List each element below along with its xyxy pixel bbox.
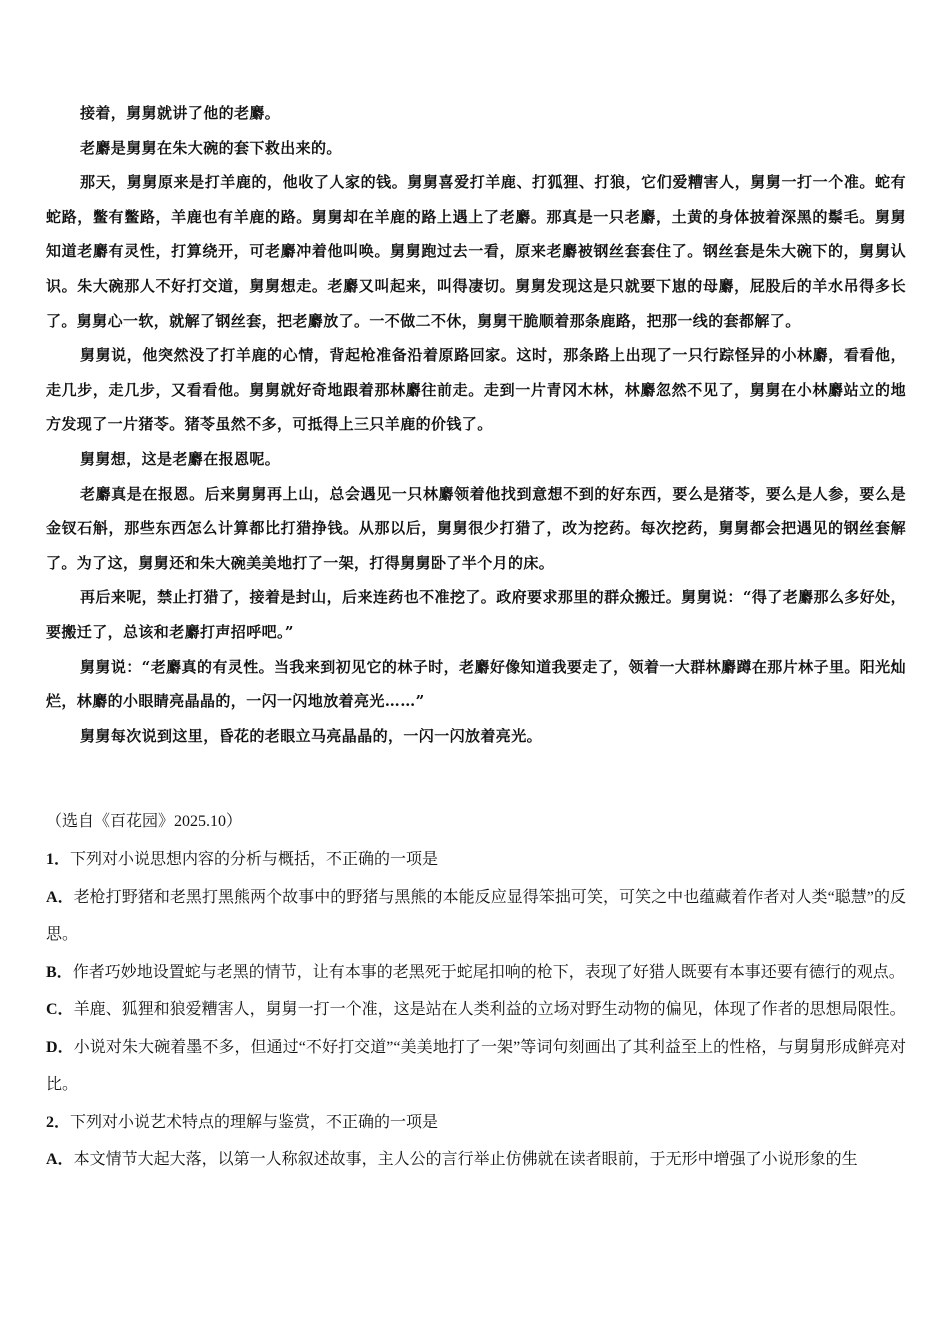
option-text: 作者巧妙地设置蛇与老黑的情节，让有本事的老黑死于蛇尾扣响的枪下，表现了好猎人既要有本事还要有德行的观点。 bbox=[72, 963, 905, 981]
story-paragraph: 接着，舅舅就讲了他的老麝。 bbox=[80, 104, 281, 122]
question-2-stem bbox=[46, 1104, 906, 1142]
option-key: A． bbox=[46, 888, 74, 906]
option-text: 本文情节大起大落，以第一人称叙述故事，主人公的言行举止仿佛就在读者眼前，于无形中增强了小说形象的生 bbox=[73, 1151, 858, 1168]
question-text: 下列对小说艺术特点的理解与鉴赏，不正确的一项是 bbox=[70, 1113, 439, 1131]
option-text: 小说对朱大碗着墨不多，但通过“不好打交道”“美美地打了一架”等词句刻画出了其利益至上的性格，与舅舅形成鲜亮对比。 bbox=[46, 1038, 906, 1093]
story-text bbox=[46, 96, 906, 753]
option-key: A． bbox=[46, 1151, 74, 1168]
story-paragraph: 舅舅说：“老麝真的有灵性。当我来到初见它的林子时，老麝好像知道我要走了，领着一大群林麝蹲在那片林子里。阳光灿烂，林麝的小眼睛亮晶晶的，一闪一闪地放着亮光……” bbox=[46, 657, 906, 711]
question-text: 下列对小说思想内容的分析与概括，不正确的一项是 bbox=[70, 851, 439, 868]
option-key: B． bbox=[46, 963, 73, 981]
story-paragraph: 那天，舅舅原来是打羊鹿的，他收了人家的钱。舅舅喜爱打羊鹿、打狐狸、打狼，它们爱糟害人，舅舅一打一个准。蛇有蛇路，鳖有鳖路，羊鹿也有羊鹿的路。舅舅却在羊鹿的路上遇上了老麝。那真是一只老麝，土黄的身体披着深黑的鬃毛。舅舅知道老麝有灵性，打算绕开，可老麝冲着他叫唤。舅舅跑过去一看，原来老麝被钢丝套套住了。钢丝套是朱大碗下的，舅舅认识。朱大碗那人不好打交道，舅舅想走。老麝又叫起来，叫得凄切。舅舅发现这是只就要下崽的母麝，屁股后的羊水吊得多长了。舅舅心一软，就解了钢丝套，把老麝放了。一不做二不休，舅舅干脆顺着那条鹿路，把那一线的套都解了。 bbox=[46, 173, 906, 330]
question-number: 1． bbox=[46, 851, 71, 868]
question-1-option-c bbox=[46, 991, 906, 1029]
story-paragraph: 舅舅说，他突然没了打羊鹿的心情，背起枪准备沿着原路回家。这时，那条路上出现了一只行踪怪异的小林麝，看看他，走几步，走几步，又看看他。舅舅就好奇地跟着那林麝往前走。走到一片青冈木林，林麝忽然不见了，舅舅在小林麝站立的地方发现了一片猪苓。猪苓虽然不多，可抵得上三只羊鹿的价钱了。 bbox=[46, 346, 906, 434]
question-number: 2． bbox=[46, 1113, 71, 1131]
option-text: 老枪打野猪和老黑打黑熊两个故事中的野猪与黑熊的本能反应显得笨拙可笑，可笑之中也蕴藏着作者对人类“聪慧”的反思。 bbox=[46, 888, 906, 943]
question-1-option-d bbox=[46, 1029, 906, 1104]
option-key: D． bbox=[46, 1038, 74, 1056]
story-paragraph: 舅舅每次说到这里，昏花的老眼立马亮晶晶的，一闪一闪放着亮光。 bbox=[80, 726, 543, 745]
story-paragraph: 老麝是舅舅在朱大碗的套下救出来的。 bbox=[80, 138, 342, 157]
question-1-option-a bbox=[46, 879, 906, 954]
question-1-option-b bbox=[46, 954, 906, 992]
source-citation: （选自《百花园》2025.10） bbox=[46, 813, 243, 830]
option-text: 羊鹿、狐狸和狼爱糟害人，舅舅一打一个准，这是站在人类利益的立场对野生动物的偏见，体现了作者的思想局限性。 bbox=[73, 1001, 906, 1018]
story-paragraph: 舅舅想，这是老麝在报恩呢。 bbox=[80, 449, 281, 468]
question-section bbox=[46, 807, 906, 1179]
story-paragraph: 老麝真是在报恩。后来舅舅再上山，总会遇见一只林麝领着他找到意想不到的好东西，要么是猪苓，要么是人参，要么是金钗石斛，那些东西怎么计算都比打猎挣钱。从那以后，舅舅很少打猎了，改为挖药。每次挖药，舅舅都会把遇见的钢丝套解了。为了这，舅舅还和朱大碗美美地打了一架，打得舅舅卧了半个月的床。 bbox=[46, 484, 906, 572]
option-key: C． bbox=[46, 1001, 74, 1018]
story-paragraph: 再后来呢，禁止打猎了，接着是封山，后来连药也不准挖了。政府要求那里的群众搬迁。舅舅说：“得了老麝那么多好处，要搬迁了，总该和老麝打声招呼吧。” bbox=[46, 588, 906, 641]
question-1-stem bbox=[46, 841, 906, 879]
question-2-option-a bbox=[46, 1141, 906, 1179]
